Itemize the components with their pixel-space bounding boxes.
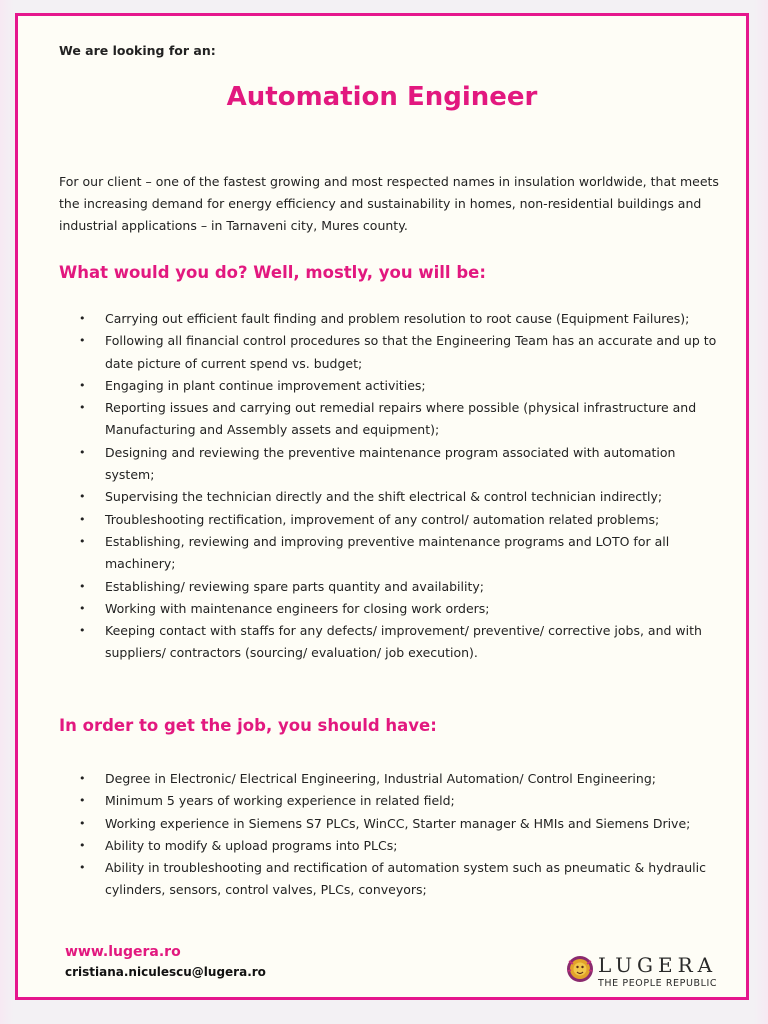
- company-logo: [565, 953, 745, 993]
- job-title: Automation Engineer: [226, 82, 538, 112]
- list-item-text: Keeping contact with staffs for any defects/ improvement/ preventive/ corrective jobs, and with suppliers/ contractors (sourcing/ evaluation/ job execution).: [105, 623, 702, 661]
- list-item-text: Minimum 5 years of working experience in related field;: [105, 793, 455, 809]
- list-item: [59, 576, 719, 598]
- responsibilities-list: [59, 308, 719, 665]
- bullet-icon: •: [79, 838, 86, 852]
- bullet-icon: •: [79, 794, 86, 808]
- bullet-icon: •: [79, 512, 86, 526]
- bullet-icon: •: [79, 334, 86, 348]
- bullet-icon: •: [79, 534, 86, 548]
- list-item: [59, 308, 719, 330]
- list-item-text: Ability to modify & upload programs into PLCs;: [105, 837, 398, 853]
- list-item-text: Establishing/ reviewing spare parts quantity and availability;: [105, 578, 484, 594]
- list-item: [59, 620, 719, 665]
- list-item: [59, 442, 719, 487]
- requirements-heading: In order to get the job, you should have:: [59, 716, 437, 735]
- logo-wordmark: LUGERA: [598, 953, 718, 977]
- document-frame: [15, 13, 749, 1000]
- bullet-icon: •: [79, 772, 86, 785]
- list-item: [59, 813, 719, 835]
- contact-email-link[interactable]: cristiana.niculescu@lugera.ro: [65, 965, 266, 979]
- list-item-text: Troubleshooting rectification, improvement of any control/ automation related problems;: [105, 511, 660, 527]
- bullet-icon: •: [79, 312, 86, 325]
- list-item: [59, 375, 719, 397]
- list-item: [59, 768, 719, 790]
- list-item: [59, 857, 719, 902]
- list-item: [59, 330, 719, 375]
- list-item: [59, 397, 719, 442]
- bullet-icon: •: [79, 401, 86, 415]
- bullet-icon: •: [79, 445, 86, 459]
- list-item: [59, 790, 719, 812]
- bullet-icon: •: [79, 490, 86, 504]
- requirements-list: [59, 768, 719, 902]
- bullet-icon: •: [79, 861, 86, 875]
- responsibilities-heading: What would you do? Well, mostly, you will be:: [59, 263, 486, 282]
- list-item-text: Working experience in Siemens S7 PLCs, WinCC, Starter manager & HMIs and Siemens Drive;: [105, 815, 691, 831]
- list-item: [59, 531, 719, 576]
- list-item-text: Following all financial control procedures so that the Engineering Team has an accurate and up to date picture of current spend vs. budget;: [105, 333, 717, 371]
- list-item-text: Ability in troubleshooting and rectification of automation system such as pneumatic & hydraulic cylinders, sensors, control valves, PLCs, conveyors;: [105, 860, 706, 898]
- list-item: [59, 486, 719, 508]
- list-item-text: Designing and reviewing the preventive maintenance program associated with automation system;: [105, 444, 676, 483]
- list-item: [59, 835, 719, 857]
- list-item-text: Carrying out efficient fault finding and problem resolution to root cause (Equipment Failures);: [105, 311, 690, 326]
- list-item: [59, 509, 719, 531]
- list-item-text: Supervising the technician directly and the shift electrical & control technician indirectly;: [105, 489, 663, 505]
- list-item-text: Engaging in plant continue improvement activities;: [105, 377, 426, 393]
- website-link[interactable]: www.lugera.ro: [65, 944, 181, 960]
- list-item: [59, 598, 719, 620]
- lion-emblem-icon: [565, 953, 595, 985]
- bullet-icon: •: [79, 624, 86, 638]
- list-item-text: Establishing, reviewing and improving preventive maintenance programs and LOTO for all machinery;: [105, 533, 670, 572]
- list-item-text: Working with maintenance engineers for closing work orders;: [105, 600, 490, 616]
- bullet-icon: •: [79, 816, 86, 830]
- intro-line: We are looking for an:: [59, 43, 216, 58]
- logo-tagline: THE PEOPLE REPUBLIC: [598, 978, 718, 989]
- list-item-text: Reporting issues and carrying out remedial repairs where possible (physical infrastructure and Manufacturing and Assembly assets and equipment);: [105, 400, 697, 438]
- bullet-icon: •: [79, 601, 86, 615]
- bullet-icon: •: [79, 579, 86, 593]
- list-item-text: Degree in Electronic/ Electrical Engineering, Industrial Automation/ Control Engineering;: [105, 771, 656, 786]
- bullet-icon: •: [79, 378, 86, 392]
- company-description: For our client – one of the fastest growing and most respected names in insulation worldwide, that meets the increasing demand for energy efficiency and sustainability in homes, non-residential buildings and industrial applications – in Tarnaveni city, Mures county.: [59, 174, 719, 233]
